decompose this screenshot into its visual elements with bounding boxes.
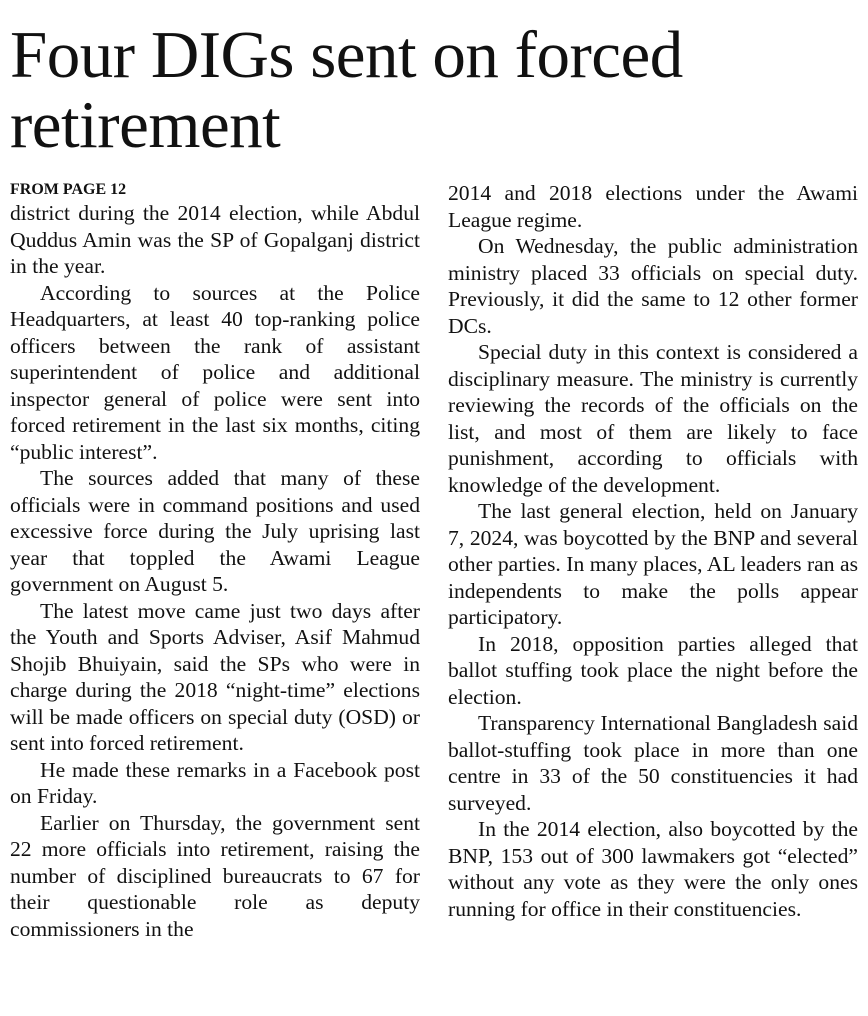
paragraph: The latest move came just two days after the Youth and Sports Adviser, Asif Mahmud Shojib Bhuiyain, said the SPs who were in charge during the 2018 “night-time” elections will be made officers on special duty (OSD) or sent into forced retirement. bbox=[10, 598, 420, 755]
left-column bbox=[10, 180, 420, 942]
paragraph: district during the 2014 election, while Abdul Quddus Amin was the SP of Gopalganj district in the year. bbox=[10, 201, 420, 278]
paragraph: Earlier on Thursday, the government sent 22 more officials into retirement, raising the number of disciplined bureaucrats to 67 for their questionable role as deputy commissioners in the bbox=[10, 810, 420, 941]
left-column-body bbox=[10, 200, 420, 942]
headline: Four DIGs sent on forced retirement bbox=[10, 18, 683, 162]
paragraph: The sources added that many of these officials were in command positions and used excessive force during the July uprising last year that toppled the Awami League government on August 5. bbox=[10, 466, 420, 596]
right-column bbox=[448, 180, 858, 922]
right-column-body bbox=[448, 180, 858, 922]
paragraph: In the 2014 election, also boycotted by the BNP, 153 out of 300 lawmakers got “elected” without any vote as they were the only ones running for office in their constituencies. bbox=[448, 817, 858, 921]
paragraph: 2014 and 2018 elections under the Awami League regime. bbox=[448, 181, 858, 232]
paragraph: Transparency International Bangladesh said ballot-stuffing took place in more than one centre in 33 of the 50 constituencies it had surveyed. bbox=[448, 711, 858, 815]
page-continuation-kicker: FROM PAGE 12 bbox=[10, 181, 127, 198]
paragraph: According to sources at the Police Headquarters, at least 40 top-ranking police officers between the rank of assistant superintendent of police and additional inspector general of police were sent into forced retirement in the last six months, citing “public interest”. bbox=[10, 280, 420, 464]
paragraph: In 2018, opposition parties alleged that ballot stuffing took place the night before the election. bbox=[448, 631, 858, 709]
paragraph: The last general election, held on January 7, 2024, was boycotted by the BNP and several other parties. In many places, AL leaders ran as independents to make the polls appear participatory. bbox=[448, 499, 858, 629]
paragraph: On Wednesday, the public administration ministry placed 33 officials on special duty. Previously, it did the same to 12 other former DCs. bbox=[448, 234, 858, 338]
paragraph: Special duty in this context is considered a disciplinary measure. The ministry is currently reviewing the records of the officials on the list, and most of them are likely to face punishment, according to officials with knowledge of the development. bbox=[448, 340, 858, 497]
paragraph: He made these remarks in a Facebook post on Friday. bbox=[10, 757, 420, 808]
